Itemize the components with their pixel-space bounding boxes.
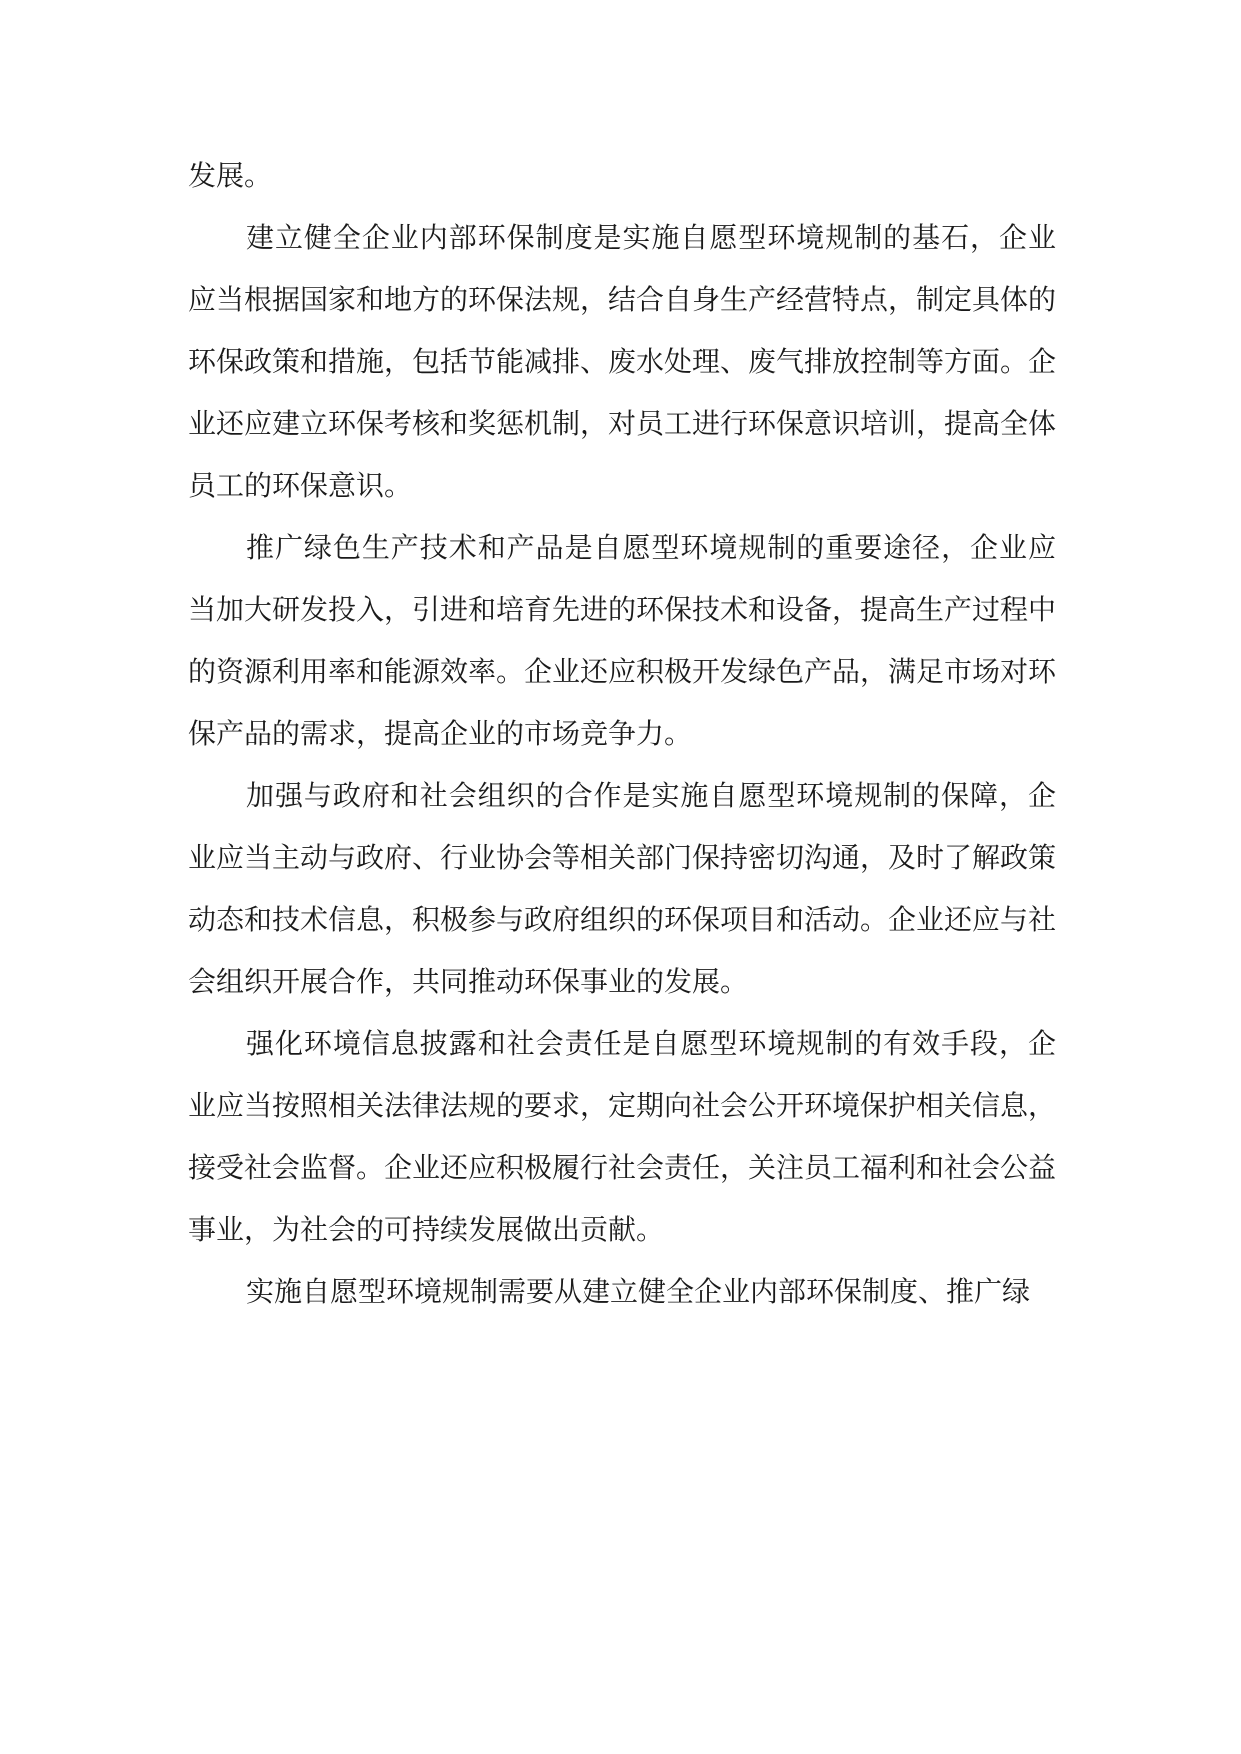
paragraph-implementation: 实施自愿型环境规制需要从建立健全企业内部环保制度、推广绿 <box>246 1275 1031 1308</box>
paragraph-disclosure: 强化环境信息披露和社会责任是自愿型环境规制的有效手段，企业应当按照相关法律法规的要求，定期向社会公开环境保护相关信息，接受社会监督。企业还应积极履行社会责任，关注员工福利和社会公益事业，为社会的可持续发展做出贡献。 <box>188 1027 1057 1246</box>
body-text <box>188 145 1056 1323</box>
paragraph-cooperation: 加强与政府和社会组织的合作是实施自愿型环境规制的保障，企业应当主动与政府、行业协会等相关部门保持密切沟通，及时了解政策动态和技术信息，积极参与政府组织的环保项目和活动。企业还应与社会组织开展合作，共同推动环保事业的发展。 <box>188 779 1057 998</box>
paragraph-continuation: 发展。 <box>188 159 273 192</box>
paragraph-green-technology: 推广绿色生产技术和产品是自愿型环境规制的重要途径，企业应当加大研发投入，引进和培育先进的环保技术和设备，提高生产过程中的资源利用率和能源效率。企业还应积极开发绿色产品，满足市场对环保产品的需求，提高企业的市场竞争力。 <box>188 531 1057 750</box>
paragraph-internal-system: 建立健全企业内部环保制度是实施自愿型环境规制的基石，企业应当根据国家和地方的环保法规，结合自身生产经营特点，制定具体的环保政策和措施，包括节能减排、废水处理、废气排放控制等方面。企业还应建立环保考核和奖惩机制，对员工进行环保意识培训，提高全体员工的环保意识。 <box>188 221 1057 502</box>
